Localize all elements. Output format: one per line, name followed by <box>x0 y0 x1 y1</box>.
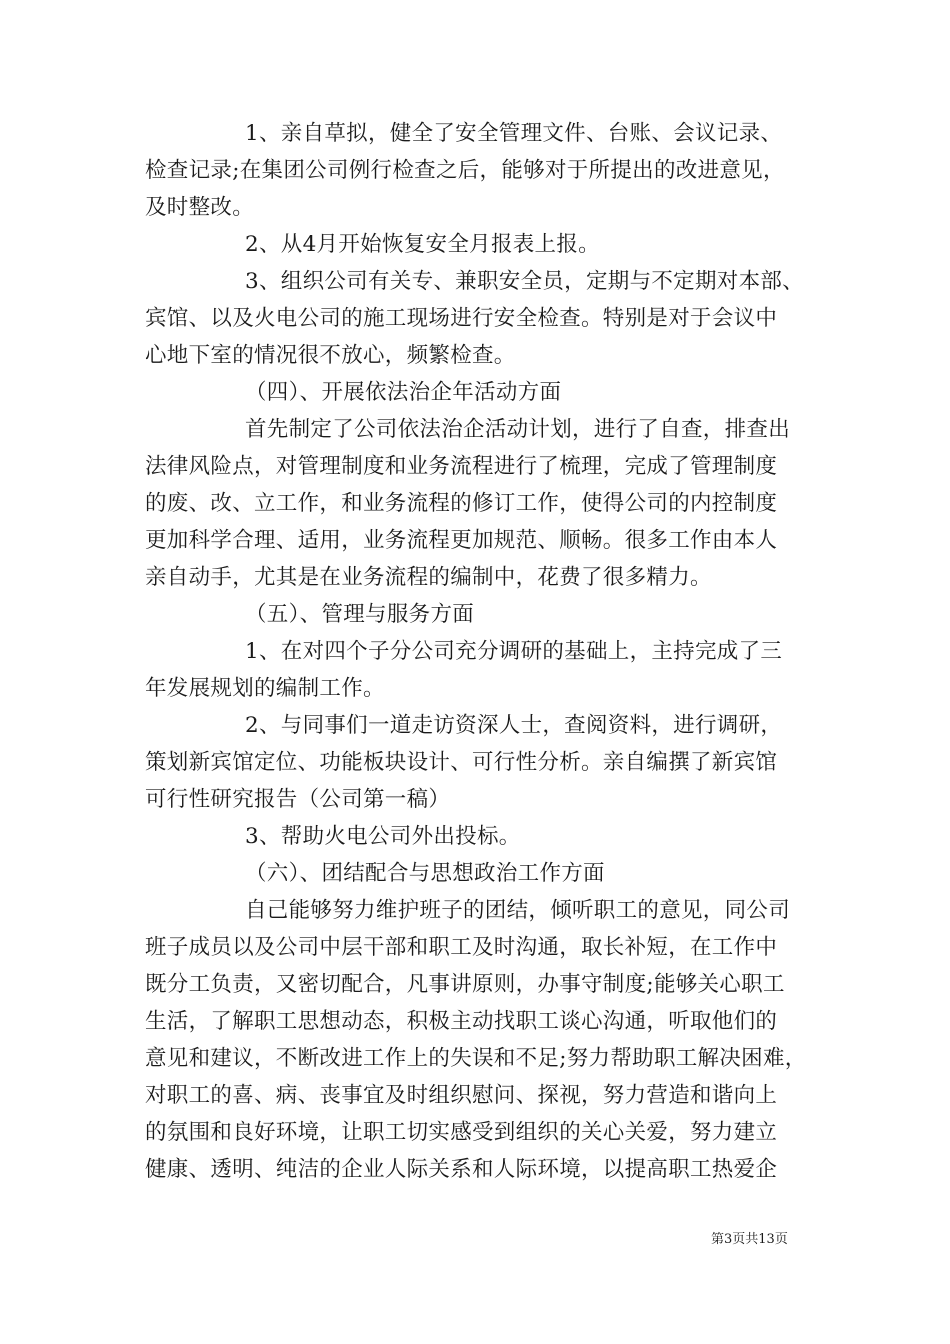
text-line: 1、在对四个子分公司充分调研的基础上，主持完成了三 <box>245 639 783 664</box>
text-line: 更加科学合理、适用，业务流程更加规范、顺畅。很多工作由本人 <box>145 528 778 553</box>
text-line: 的氛围和良好环境，让职工切实感受到组织的关心关爱，努力建立 <box>145 1120 778 1145</box>
text-line: 对职工的喜、病、丧事宜及时组织慰问、探视，努力营造和谐向上 <box>145 1083 778 1108</box>
text-line: 亲自动手，尤其是在业务流程的编制中，花费了很多精力。 <box>145 565 712 590</box>
text-line: 检查记录;在集团公司例行检查之后，能够对于所提出的改进意见， <box>145 158 785 183</box>
text-line: 可行性研究报告（公司第一稿） <box>145 787 451 812</box>
text-line: 及时整改。 <box>145 195 255 220</box>
text-line: 自己能够努力维护班子的团结，倾听职工的意见，同公司 <box>245 898 791 923</box>
text-line: 法律风险点，对管理制度和业务流程进行了梳理，完成了管理制度 <box>145 454 778 479</box>
text-line: 2、从4月开始恢复安全月报表上报。 <box>245 232 600 257</box>
text-line: 班子成员以及公司中层干部和职工及时沟通，取长补短，在工作中 <box>145 935 778 960</box>
text-line: 心地下室的情况很不放心，频繁检查。 <box>145 343 516 368</box>
text-line: 生活，了解职工思想动态，积极主动找职工谈心沟通，听取他们的 <box>145 1009 778 1034</box>
section-heading: （四）、开展依法治企年活动方面 <box>245 380 562 405</box>
text-line: 2、与同事们一道走访资深人士，查阅资料，进行调研， <box>245 713 783 738</box>
text-line: 3、组织公司有关专、兼职安全员，定期与不定期对本部、 <box>245 269 804 294</box>
text-line: 健康、透明、纯洁的企业人际关系和人际环境，以提高职工热爱企 <box>145 1157 778 1182</box>
text-line: 年发展规划的编制工作。 <box>145 676 385 701</box>
section-heading: （五）、管理与服务方面 <box>245 602 475 627</box>
text-line: 意见和建议，不断改进工作上的失误和不足;努力帮助职工解决困难， <box>145 1046 807 1071</box>
page-number: 第3页共13页 <box>711 1232 788 1247</box>
text-line: 宾馆、以及火电公司的施工现场进行安全检查。特别是对于会议中 <box>145 306 778 331</box>
text-line: 首先制定了公司依法治企活动计划，进行了自查，排查出 <box>245 417 791 442</box>
text-line: 3、帮助火电公司外出投标。 <box>245 824 521 849</box>
text-line: 1、亲自草拟，健全了安全管理文件、台账、会议记录、 <box>245 121 783 146</box>
text-line: 的废、改、立工作，和业务流程的修订工作，使得公司的内控制度 <box>145 491 778 516</box>
text-line: 策划新宾馆定位、功能板块设计、可行性分析。亲自编撰了新宾馆 <box>145 750 778 775</box>
section-heading: （六）、团结配合与思想政治工作方面 <box>245 861 605 886</box>
text-line: 既分工负责，又密切配合，凡事讲原则，办事守制度;能够关心职工 <box>145 972 785 997</box>
